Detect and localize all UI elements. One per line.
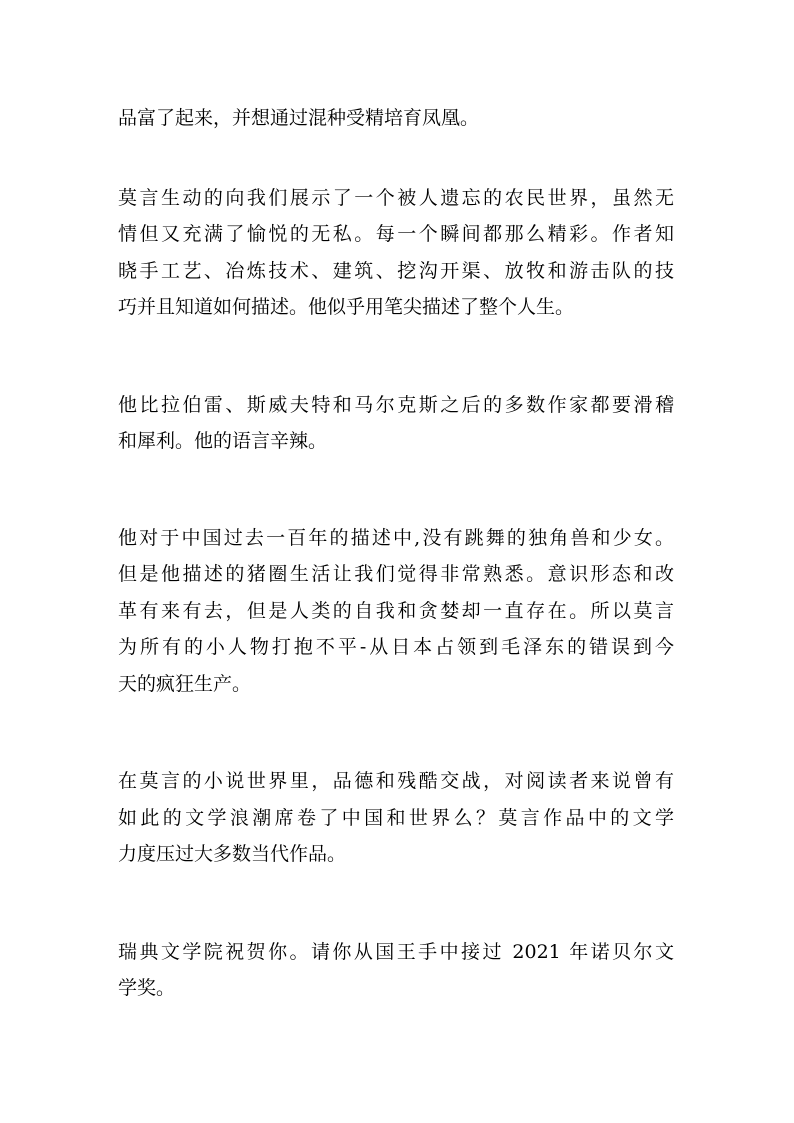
text-line: 瑞典文学院祝贺你。请你从国王手中接过 2021 年诺贝尔文 xyxy=(118,941,674,963)
text-line: 和犀利。他的语言辛辣。 xyxy=(118,430,328,452)
text-line: 但是他描述的猪圈生活让我们觉得非常熟悉。意识形态和改 xyxy=(118,563,674,585)
text-line: 力度压过大多数当代作品。 xyxy=(118,843,347,865)
text-line: 天的疯狂生产。 xyxy=(118,673,252,695)
text-line: 学奖。 xyxy=(118,977,176,999)
text-line: 在莫言的小说世界里，品德和残酷交战，对阅读者来说曾有 xyxy=(118,770,674,792)
text-line: 他对于中国过去一百年的描述中,没有跳舞的独角兽和少女。 xyxy=(118,527,674,549)
text-line: 为所有的小人物打抱不平-从日本占领到毛泽东的错误到今 xyxy=(118,636,674,658)
text-line: 革有来有去，但是人类的自我和贪婪却一直存在。所以莫言 xyxy=(118,600,674,622)
text-line: 晓手工艺、冶炼技术、建筑、挖沟开渠、放牧和游击队的技 xyxy=(118,260,674,282)
text-line: 巧并且知道如何描述。他似乎用笔尖描述了整个人生。 xyxy=(118,296,575,318)
text-line: 品富了起来，并想通过混种受精培育凤凰。 xyxy=(118,107,480,129)
text-line: 他比拉伯雷、斯威夫特和马尔克斯之后的多数作家都要滑稽 xyxy=(118,394,674,416)
text-line: 如此的文学浪潮席卷了中国和世界么？莫言作品中的文学 xyxy=(118,807,674,829)
text-line: 情但又充满了愉悦的无私。每一个瞬间都那么精彩。作者知 xyxy=(118,223,674,245)
text-line: 莫言生动的向我们展示了一个被人遗忘的农民世界，虽然无 xyxy=(118,187,674,209)
